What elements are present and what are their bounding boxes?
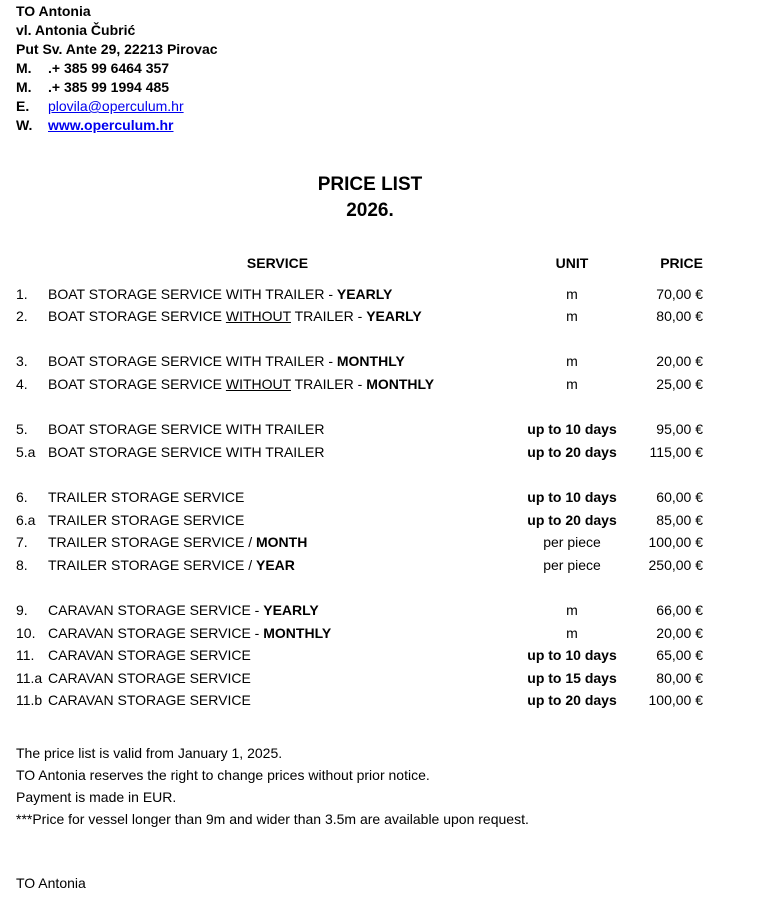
table-row xyxy=(16,509,703,532)
table-row xyxy=(16,486,703,509)
unit-value: up to 10 days xyxy=(527,647,617,664)
row-number: 9. xyxy=(16,601,28,618)
row-number: 6.a xyxy=(16,511,36,528)
table-row xyxy=(16,305,703,328)
contact-row-email xyxy=(16,97,218,116)
contact-label: W. xyxy=(16,117,33,133)
website-link[interactable]: www.operculum.hr xyxy=(48,117,174,133)
unit-value: per piece xyxy=(543,534,601,551)
contact-row-mobile-1 xyxy=(16,59,218,78)
service-name: TRAILER STORAGE SERVICE xyxy=(48,488,245,505)
row-number: 8. xyxy=(16,556,28,573)
service-name: CARAVAN STORAGE SERVICE xyxy=(48,647,251,664)
footer-note: TO Antonia reserves the right to change prices without prior notice. xyxy=(16,767,430,783)
price-value: 66,00 € xyxy=(656,601,703,618)
service-name: CARAVAN STORAGE SERVICE - MONTHLY xyxy=(48,624,332,641)
table-row xyxy=(16,622,703,645)
footer-notes xyxy=(16,742,529,830)
table-row xyxy=(16,554,703,577)
unit-value: per piece xyxy=(543,556,601,573)
service-name: TRAILER STORAGE SERVICE / YEAR xyxy=(48,556,295,573)
contact-row-mobile-2 xyxy=(16,78,218,97)
service-name: TRAILER STORAGE SERVICE / MONTH xyxy=(48,534,308,551)
price-table xyxy=(16,252,703,712)
column-header-price: PRICE xyxy=(660,255,703,271)
service-name: BOAT STORAGE SERVICE WITH TRAILER xyxy=(48,443,325,460)
table-row xyxy=(16,418,703,441)
table-row xyxy=(16,667,703,690)
table-group-gap xyxy=(16,576,703,599)
title-line-1: PRICE LIST xyxy=(317,174,423,195)
table-row xyxy=(16,283,703,306)
contact-label: E. xyxy=(16,98,30,114)
contact-row-website xyxy=(16,116,218,135)
row-number: 2. xyxy=(16,308,28,325)
service-name: BOAT STORAGE SERVICE WITH TRAILER xyxy=(48,421,325,438)
price-value: 85,00 € xyxy=(656,511,703,528)
row-number: 11.b xyxy=(16,692,43,709)
price-value: 250,00 € xyxy=(648,556,703,573)
service-name: CARAVAN STORAGE SERVICE - YEARLY xyxy=(48,601,319,618)
service-name: CARAVAN STORAGE SERVICE xyxy=(48,669,251,686)
title-line-2: 2026. xyxy=(346,200,394,221)
unit-value: m xyxy=(566,375,578,392)
unit-value: m xyxy=(566,601,578,618)
service-name: BOAT STORAGE SERVICE WITH TRAILER - MONTHLY xyxy=(48,353,405,370)
phone-number: .+ 385 99 6464 357 xyxy=(48,60,170,76)
price-value: 70,00 € xyxy=(656,285,703,302)
contact-label: M. xyxy=(16,60,32,76)
price-value: 95,00 € xyxy=(656,421,703,438)
table-row xyxy=(16,644,703,667)
row-number: 4. xyxy=(16,375,28,392)
row-number: 6. xyxy=(16,488,28,505)
row-number: 3. xyxy=(16,353,28,370)
price-table-body xyxy=(16,283,703,712)
row-number: 5.a xyxy=(16,443,36,460)
address: Put Sv. Ante 29, 22213 Pirovac xyxy=(16,41,218,57)
table-group-gap xyxy=(16,328,703,351)
unit-value: up to 15 days xyxy=(527,669,617,686)
header-num-spacer xyxy=(16,252,48,275)
unit-value: m xyxy=(566,624,578,641)
table-row xyxy=(16,350,703,373)
price-value: 80,00 € xyxy=(656,669,703,686)
service-name: BOAT STORAGE SERVICE WITHOUT TRAILER - YEARLY xyxy=(48,308,422,325)
price-value: 100,00 € xyxy=(648,692,703,709)
price-value: 80,00 € xyxy=(656,308,703,325)
owner-name: vl. Antonia Čubrić xyxy=(16,22,136,38)
table-row xyxy=(16,689,703,712)
unit-value: up to 20 days xyxy=(527,692,617,709)
row-number: 11. xyxy=(16,647,35,664)
unit-value: m xyxy=(566,308,578,325)
unit-value: up to 10 days xyxy=(527,488,617,505)
service-name: TRAILER STORAGE SERVICE xyxy=(48,511,245,528)
row-number: 10. xyxy=(16,624,36,641)
unit-value: up to 10 days xyxy=(527,421,617,438)
unit-value: up to 20 days xyxy=(527,511,617,528)
price-value: 20,00 € xyxy=(656,624,703,641)
table-row xyxy=(16,441,703,464)
row-number: 5. xyxy=(16,421,28,438)
table-row xyxy=(16,531,703,554)
price-value: 20,00 € xyxy=(656,353,703,370)
column-header-unit: UNIT xyxy=(555,255,589,271)
email-link[interactable]: plovila@operculum.hr xyxy=(48,98,184,114)
footer-note: ***Price for vessel longer than 9m and wider than 3.5m are available upon request. xyxy=(16,811,529,827)
price-value: 115,00 € xyxy=(649,443,703,460)
unit-value: m xyxy=(566,353,578,370)
phone-number: .+ 385 99 1994 485 xyxy=(48,79,170,95)
service-name: CARAVAN STORAGE SERVICE xyxy=(48,692,251,709)
footer-note: Payment is made in EUR. xyxy=(16,789,177,805)
price-value: 65,00 € xyxy=(656,647,703,664)
table-group-gap xyxy=(16,396,703,419)
price-value: 60,00 € xyxy=(656,488,703,505)
table-group-gap xyxy=(16,463,703,486)
price-value: 100,00 € xyxy=(648,534,703,551)
row-number: 7. xyxy=(16,534,28,551)
unit-value: m xyxy=(566,285,578,302)
service-name: BOAT STORAGE SERVICE WITH TRAILER - YEARLY xyxy=(48,285,393,302)
table-header-row xyxy=(16,252,703,275)
company-header xyxy=(16,2,218,135)
price-value: 25,00 € xyxy=(656,375,703,392)
page-title xyxy=(16,172,724,224)
row-number: 11.a xyxy=(16,669,43,686)
table-row xyxy=(16,599,703,622)
signature: TO Antonia xyxy=(16,875,86,891)
column-header-service: SERVICE xyxy=(246,255,309,271)
footer-note: The price list is valid from January 1, 2025. xyxy=(16,745,283,761)
company-name: TO Antonia xyxy=(16,3,91,19)
contact-label: M. xyxy=(16,79,32,95)
row-number: 1. xyxy=(16,285,28,302)
unit-value: up to 20 days xyxy=(527,443,617,460)
service-name: BOAT STORAGE SERVICE WITHOUT TRAILER - MONTHLY xyxy=(48,375,435,392)
table-row xyxy=(16,373,703,396)
